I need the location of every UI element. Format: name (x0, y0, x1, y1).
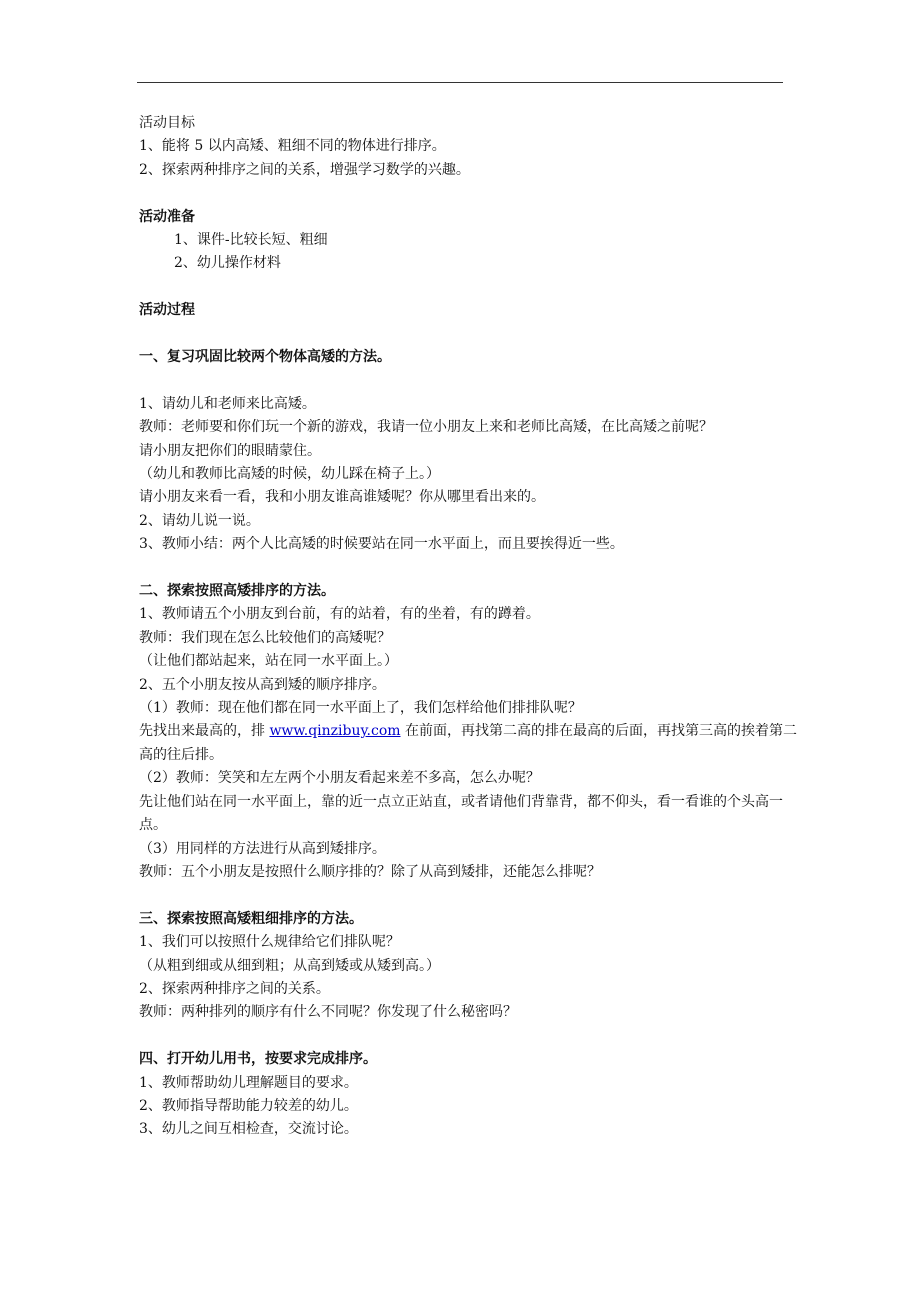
section1-line: 3、教师小结：两个人比高矮的时候要站在同一水平面上，而且要挨得近一些。 (139, 536, 624, 553)
preparation-item: 2、幼儿操作材料 (174, 255, 281, 272)
section2-line: 1、教师请五个小朋友到台前，有的站着，有的坐着，有的蹲着。 (139, 606, 540, 623)
link-suffix-text: 在前面，再找第二高的排在最高的后面，再找第三高的挨着第二高的往后排。 (139, 723, 797, 763)
preparation-heading: 活动准备 (139, 208, 195, 225)
section1-line: 2、请幼儿说一说。 (139, 512, 260, 529)
section4-line: 2、教师指导帮助能力较差的幼儿。 (139, 1097, 358, 1114)
website-link[interactable]: www.qinzibuy.com (269, 723, 401, 740)
spacer (139, 369, 799, 392)
section2-line: 教师：我们现在怎么比较他们的高矮呢？ (139, 629, 391, 646)
spacer (139, 1025, 799, 1048)
objectives-heading: 活动目标 (139, 115, 195, 131)
section3-line: 1、我们可以按照什么规律给它们排队呢？ (139, 934, 400, 951)
section2-link-paragraph (139, 720, 799, 767)
section1-line: （幼儿和教师比高矮的时候，幼儿踩在椅子上。） (139, 466, 440, 483)
spacer (139, 557, 799, 580)
section4-heading: 四、打开幼儿用书，按要求完成排序。 (139, 1051, 377, 1068)
section2-line: （1）教师：现在他们都在同一水平面上了，我们怎样给他们排排队呢？ (139, 700, 582, 717)
header-rule (137, 82, 783, 83)
section3-line: 2、探索两种排序之间的关系。 (139, 980, 330, 997)
section2-heading: 二、探索按照高矮排序的方法。 (139, 583, 335, 600)
section3-heading: 三、探索按照高矮粗细排序的方法。 (139, 910, 363, 927)
spacer (139, 323, 799, 346)
objective-item: 2、探索两种排序之间的关系，增强学习数学的兴趣。 (139, 161, 470, 178)
spacer (139, 182, 799, 205)
section1-heading: 一、复习巩固比较两个物体高矮的方法。 (139, 349, 391, 366)
section2-line: 2、五个小朋友按从高到矮的顺序排序。 (139, 676, 386, 693)
preparation-item: 1、课件-比较长短、粗细 (174, 232, 328, 249)
section3-line: （从粗到细或从细到粗；从高到矮或从矮到高。） (139, 957, 440, 974)
section1-line: 请小朋友把你们的眼睛蒙住。 (139, 442, 321, 459)
spacer (139, 884, 799, 907)
process-heading: 活动过程 (139, 302, 195, 319)
section4-line: 3、幼儿之间互相检查，交流讨论。 (139, 1121, 358, 1138)
section4-line: 1、教师帮助幼儿理解题目的要求。 (139, 1074, 358, 1091)
section1-line: 教师：老师要和你们玩一个新的游戏，我请一位小朋友上来和老师比高矮，在比高矮之前呢？ (139, 419, 713, 436)
section3-line: 教师：两种排列的顺序有什么不同呢？你发现了什么秘密吗？ (139, 1004, 517, 1021)
link-prefix-text: 先找出来最高的，排 (139, 723, 270, 740)
spacer (139, 276, 799, 299)
section2-line: （让他们都站起来，站在同一水平面上。） (139, 653, 398, 670)
objective-item: 1、能将 5 以内高矮、粗细不同的物体进行排序。 (139, 138, 446, 155)
document-body (139, 112, 799, 1142)
section2-line: （3）用同样的方法进行从高到矮排序。 (139, 840, 386, 857)
section2-line: 教师：五个小朋友是按照什么顺序排的？除了从高到矮排，还能怎么排呢？ (139, 863, 601, 880)
section2-line: （2）教师：笑笑和左左两个小朋友看起来差不多高，怎么办呢？ (139, 770, 540, 787)
section2-wrap-paragraph: 先让他们站在同一水平面上，靠的近一点立正站直，或者请他们背靠背，都不仰头，看一看谁的个头高一点。 (139, 793, 783, 834)
section1-line: 1、请幼儿和老师来比高矮。 (139, 395, 316, 412)
section1-line: 请小朋友来看一看，我和小朋友谁高谁矮呢？你从哪里看出来的。 (139, 489, 545, 506)
